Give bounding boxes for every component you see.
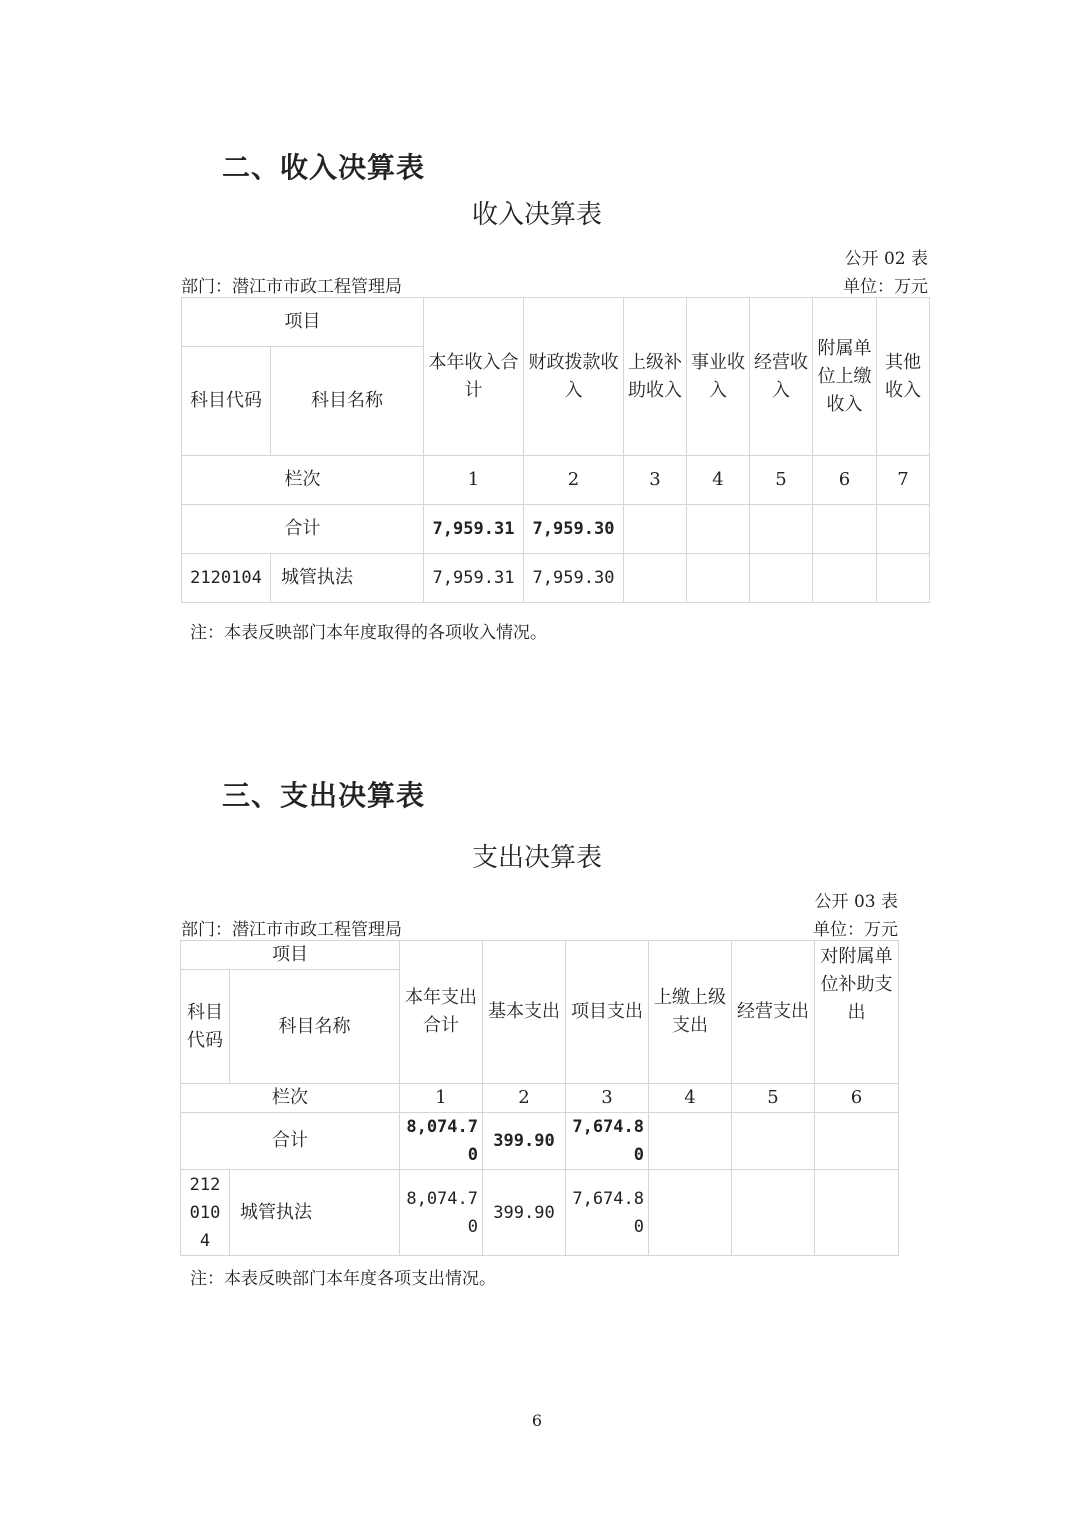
income-index-cell: 2 — [524, 456, 624, 505]
expense-header-col-1: 本年支出合计 — [400, 941, 483, 1084]
expense-row-code: 2120104 — [181, 1170, 230, 1256]
expense-row-cell — [732, 1170, 815, 1256]
expense-header-name: 科目名称 — [230, 970, 400, 1084]
income-row-cell: 7,959.30 — [524, 554, 624, 603]
income-total-cell: 7,959.30 — [524, 505, 624, 554]
income-row-cell — [624, 554, 687, 603]
expense-total-cell — [815, 1113, 899, 1170]
income-row-cell — [750, 554, 813, 603]
income-header-col-5: 经营收入 — [750, 298, 813, 456]
expense-index-cell: 3 — [566, 1084, 649, 1113]
expense-header-col-2: 基本支出 — [483, 941, 566, 1084]
income-row-cell — [813, 554, 877, 603]
income-total-cell — [813, 505, 877, 554]
income-total-cell — [750, 505, 813, 554]
expense-header-col-6: 对附属单位补助支出 — [815, 941, 899, 1084]
expense-header-col-5: 经营支出 — [732, 941, 815, 1084]
income-row-name: 城管执法 — [271, 554, 424, 603]
expense-index-cell: 1 — [400, 1084, 483, 1113]
expense-header-col-4: 上缴上级支出 — [649, 941, 732, 1084]
income-section-heading: 二、收入决算表 — [222, 151, 426, 184]
expense-index-cell: 6 — [815, 1084, 899, 1113]
expense-total-row — [181, 1113, 899, 1170]
expense-total-label: 合计 — [181, 1113, 400, 1170]
income-index-cell: 4 — [687, 456, 750, 505]
income-table — [181, 297, 930, 603]
expense-index-cell: 2 — [483, 1084, 566, 1113]
income-department: 部门：潜江市市政工程管理局 — [181, 277, 402, 297]
expense-table-title: 支出决算表 — [471, 843, 602, 873]
income-unit: 单位：万元 — [843, 277, 928, 297]
income-header-col-7: 其他收入 — [877, 298, 930, 456]
income-total-row — [182, 505, 930, 554]
expense-row-name: 城管执法 — [230, 1170, 400, 1256]
expense-row-cell — [649, 1170, 732, 1256]
income-total-cell — [877, 505, 930, 554]
expense-row-cell — [815, 1170, 899, 1256]
income-header-project: 项目 — [182, 298, 424, 347]
expense-index-cell: 5 — [732, 1084, 815, 1113]
income-table-row — [182, 554, 930, 603]
expense-unit: 单位：万元 — [813, 920, 898, 940]
expense-header-code: 科目代码 — [181, 970, 230, 1084]
income-index-cell: 3 — [624, 456, 687, 505]
expense-index-row — [181, 1084, 899, 1113]
income-row-cell — [877, 554, 930, 603]
income-index-cell: 5 — [750, 456, 813, 505]
income-header-code: 科目代码 — [182, 347, 271, 456]
income-row-cell: 7,959.31 — [424, 554, 524, 603]
expense-row-cell: 7,674.80 — [566, 1170, 649, 1256]
income-header-col-6: 附属单位上缴收入 — [813, 298, 877, 456]
expense-header-col-3: 项目支出 — [566, 941, 649, 1084]
income-index-label: 栏次 — [182, 456, 424, 505]
expense-department: 部门：潜江市市政工程管理局 — [181, 920, 402, 940]
expense-total-cell: 8,074.70 — [400, 1113, 483, 1170]
income-row-cell — [687, 554, 750, 603]
income-header-name: 科目名称 — [271, 347, 424, 456]
income-table-title: 收入决算表 — [471, 200, 602, 230]
income-index-cell: 1 — [424, 456, 524, 505]
expense-total-cell: 399.90 — [483, 1113, 566, 1170]
expense-form-number: 公开 03 表 — [814, 892, 898, 912]
expense-table-row — [181, 1170, 899, 1256]
page-number: 6 — [531, 1411, 543, 1430]
income-header-col-4: 事业收入 — [687, 298, 750, 456]
expense-total-cell — [732, 1113, 815, 1170]
expense-section-heading: 三、支出决算表 — [222, 779, 426, 812]
income-header-col-1: 本年收入合计 — [424, 298, 524, 456]
income-form-number: 公开 02 表 — [844, 249, 928, 269]
income-index-row — [182, 456, 930, 505]
expense-table — [180, 940, 899, 1256]
income-total-cell — [687, 505, 750, 554]
income-index-cell: 7 — [877, 456, 930, 505]
expense-row-cell: 399.90 — [483, 1170, 566, 1256]
income-header-col-2: 财政拨款收入 — [524, 298, 624, 456]
income-index-cell: 6 — [813, 456, 877, 505]
expense-row-cell: 8,074.70 — [400, 1170, 483, 1256]
income-row-code: 2120104 — [182, 554, 271, 603]
expense-index-cell: 4 — [649, 1084, 732, 1113]
expense-total-cell: 7,674.80 — [566, 1113, 649, 1170]
expense-total-cell — [649, 1113, 732, 1170]
income-total-cell — [624, 505, 687, 554]
expense-note: 注：本表反映部门本年度各项支出情况。 — [190, 1269, 496, 1289]
income-total-label: 合计 — [182, 505, 424, 554]
income-total-cell: 7,959.31 — [424, 505, 524, 554]
income-note: 注：本表反映部门本年度取得的各项收入情况。 — [190, 623, 547, 643]
expense-index-label: 栏次 — [181, 1084, 400, 1113]
income-header-col-3: 上级补助收入 — [624, 298, 687, 456]
expense-header-project: 项目 — [181, 941, 400, 970]
